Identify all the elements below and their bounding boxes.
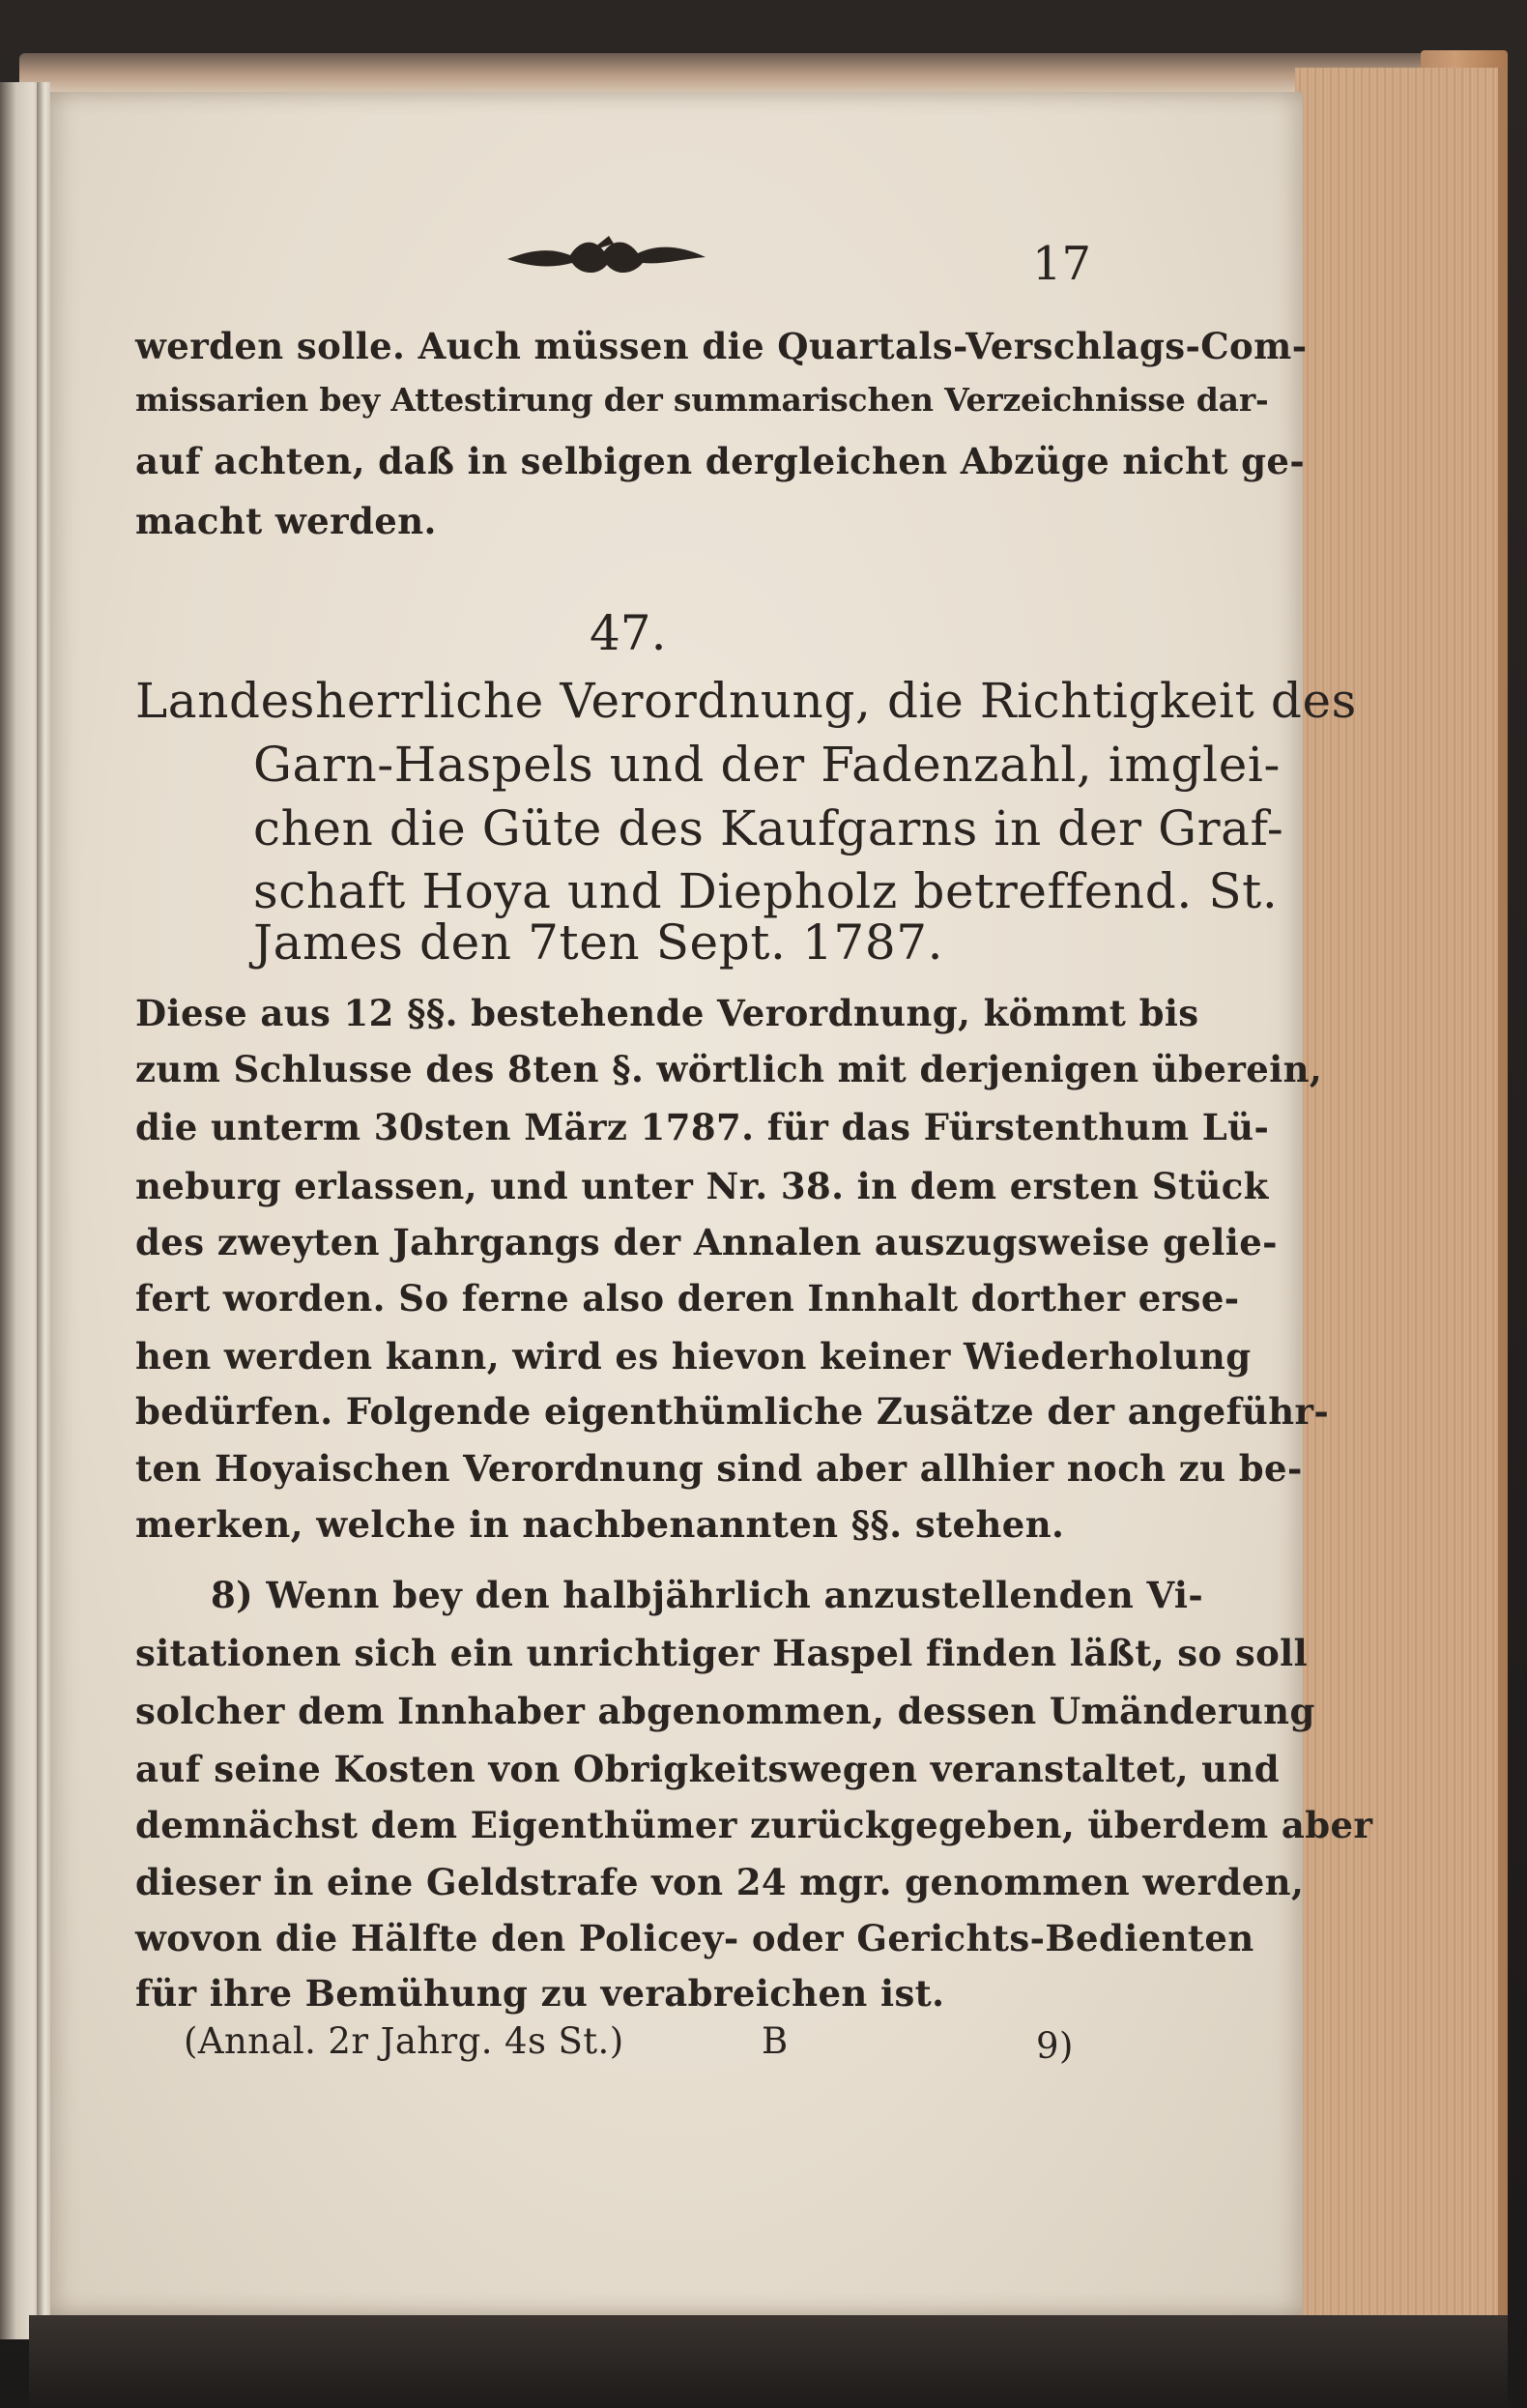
paragraph-line: Diese aus 12 §§. bestehende Verordnung, kömmt bis bbox=[135, 992, 1199, 1034]
paragraph-line: des zweyten Jahrgangs der Annalen auszugsweise gelie- bbox=[135, 1221, 1278, 1263]
paragraph-line: für ihre Bemühung zu verabreichen ist. bbox=[135, 1972, 945, 2015]
page-gutter bbox=[37, 82, 50, 2339]
paragraph-line: bedürfen. Folgende eigenthümliche Zusätze der angeführ- bbox=[135, 1390, 1330, 1433]
book-top-edge bbox=[19, 53, 1488, 92]
continuation-line: werden solle. Auch müssen die Quartals-Verschlags-Com- bbox=[135, 325, 1308, 367]
header-ornament-icon bbox=[503, 230, 710, 284]
paragraph-line: wovon die Hälfte den Policey- oder Gerichts-Bedienten bbox=[135, 1917, 1254, 1959]
paragraph-line: auf seine Kosten von Obrigkeitswegen veranstaltet, und bbox=[135, 1748, 1281, 1790]
paragraph-line: solcher dem Innhaber abgenommen, dessen Umänderung bbox=[135, 1690, 1315, 1732]
continuation-line: macht werden. bbox=[135, 500, 437, 542]
section-heading-line: Landesherrliche Verordnung, die Richtigkeit des bbox=[135, 673, 1357, 729]
signature-line: (Annal. 2r Jahrg. 4s St.) bbox=[184, 2020, 624, 2062]
page-block-edges bbox=[1295, 68, 1506, 2325]
section-heading-line: schaft Hoya und Diepholz betreffend. St. bbox=[253, 863, 1279, 919]
sheet-mark: B bbox=[762, 2020, 789, 2062]
paragraph-line: zum Schlusse des 8ten §. wörtlich mit derjenigen überein, bbox=[135, 1048, 1323, 1090]
paragraph-line: neburg erlassen, und unter Nr. 38. in dem ersten Stück bbox=[135, 1165, 1269, 1207]
section-heading-line: James den 7ten Sept. 1787. bbox=[253, 914, 944, 971]
continuation-line: missarien bey Attestirung der summarischen Verzeichnisse dar- bbox=[135, 381, 1269, 419]
section-heading-line: chen die Güte des Kaufgarns in der Graf- bbox=[253, 800, 1284, 856]
paragraph-line: demnächst dem Eigenthümer zurückgegeben, überdem aber bbox=[135, 1804, 1373, 1846]
paragraph-line: merken, welche in nachbenannten §§. stehen. bbox=[135, 1503, 1065, 1546]
bottom-shadow bbox=[29, 2315, 1508, 2408]
paragraph-line: ten Hoyaischen Verordnung sind aber allhier noch zu be- bbox=[135, 1447, 1303, 1490]
page-number: 17 bbox=[1032, 237, 1092, 291]
catchword: 9) bbox=[1036, 2025, 1074, 2067]
paragraph-line: die unterm 30sten März 1787. für das Fürstenthum Lü- bbox=[135, 1106, 1270, 1148]
section-number: 47. bbox=[590, 605, 667, 661]
paragraph-line: sitationen sich ein unrichtiger Haspel finden läßt, so soll bbox=[135, 1632, 1309, 1674]
continuation-line: auf achten, daß in selbigen dergleichen Abzüge nicht ge- bbox=[135, 440, 1306, 482]
section-heading-line: Garn-Haspels und der Fadenzahl, imglei- bbox=[253, 737, 1281, 793]
paragraph-line: fert worden. So ferne also deren Innhalt dorther erse- bbox=[135, 1277, 1240, 1320]
paragraph-line: hen werden kann, wird es hievon keiner Wiederholung bbox=[135, 1335, 1252, 1378]
paragraph-line: dieser in eine Geldstrafe von 24 mgr. genommen werden, bbox=[135, 1861, 1305, 1903]
paragraph-line: 8) Wenn bey den halbjährlich anzustellenden Vi- bbox=[211, 1574, 1204, 1616]
